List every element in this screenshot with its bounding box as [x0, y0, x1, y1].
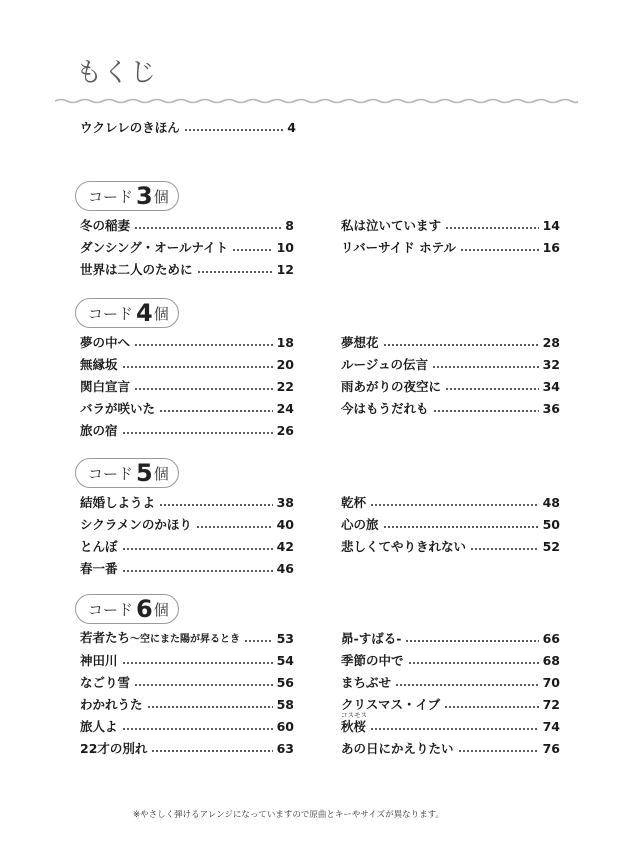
toc-entry[interactable] [341, 351, 560, 371]
entry-title [341, 630, 402, 646]
leader-dots [433, 410, 539, 412]
entry-title-text: わかれうた [80, 696, 143, 712]
entry-title-text: 無縁坂 [80, 356, 118, 372]
leader-dots [244, 640, 273, 642]
entry-title-text: 乾杯 [341, 494, 367, 510]
entry-page: 58 [276, 696, 294, 712]
leader-dots [197, 271, 273, 273]
section-count: 5 [136, 459, 153, 487]
entry-title [80, 400, 156, 416]
entry-page: 26 [276, 422, 294, 438]
entry-page: 18 [276, 334, 294, 350]
entry-title-text: シクラメンのかほり [80, 516, 192, 532]
entry-title-text: 旅の宿 [80, 422, 118, 438]
entry-title: ウクレレのきほん [80, 119, 180, 135]
entry-page: 48 [542, 494, 560, 510]
toc-entry[interactable] [80, 212, 294, 232]
toc-entry[interactable] [341, 691, 560, 711]
toc-entry[interactable] [341, 373, 560, 393]
entry-title [341, 378, 442, 394]
toc-entry[interactable] [341, 710, 560, 734]
entry-title-text: なごり雪 [80, 674, 131, 690]
section-unit: 個 [153, 464, 169, 483]
section-unit: 個 [153, 187, 169, 206]
toc-entry[interactable] [80, 669, 294, 689]
entry-page: 74 [542, 718, 560, 734]
entry-title [80, 632, 240, 645]
entry-page: 34 [542, 378, 560, 394]
entry-page: 38 [276, 494, 294, 510]
section-count: 6 [136, 595, 153, 623]
entry-title-text: 昴-すばる- [341, 630, 402, 646]
toc-entry[interactable] [80, 329, 294, 349]
toc-entry[interactable] [80, 735, 294, 755]
leader-dots [445, 388, 539, 390]
entry-title [341, 400, 429, 416]
section-count: 3 [136, 182, 153, 210]
toc-entry[interactable] [80, 533, 294, 553]
toc-entry[interactable] [80, 417, 294, 437]
entry-page: 40 [276, 516, 294, 532]
entry-title [341, 217, 442, 233]
page-title: もくじ [76, 58, 158, 88]
section-header-chords-5 [75, 458, 179, 488]
toc-entry[interactable] [80, 511, 294, 531]
leader-dots [147, 706, 273, 708]
toc-entry[interactable] [341, 329, 560, 349]
entry-title-text: 秋桜 [341, 718, 367, 734]
entry-title-text: 若者たち [80, 630, 131, 645]
entry-title-with-ruby [341, 710, 367, 734]
title-divider [55, 97, 578, 105]
leader-dots [408, 662, 539, 664]
entry-title [80, 560, 118, 576]
section-count: 4 [136, 299, 153, 327]
toc-entry[interactable] [80, 351, 294, 371]
entry-title [80, 261, 193, 277]
toc-entry[interactable] [80, 625, 294, 645]
entry-title-text: 季節の中で [341, 652, 404, 668]
entry-title [341, 239, 456, 255]
entry-page: 36 [542, 400, 560, 416]
entry-page: 28 [542, 334, 560, 350]
entry-title-text: 私は泣いています [341, 217, 442, 233]
entry-page: 20 [276, 356, 294, 372]
toc-entry[interactable] [341, 395, 560, 415]
toc-entry[interactable] [341, 625, 560, 645]
section-unit: 個 [153, 304, 169, 323]
entry-title-text: 雨あがりの夜空に [341, 378, 442, 394]
entry-title [80, 696, 143, 712]
entry-page: 68 [542, 652, 560, 668]
leader-dots [445, 227, 539, 229]
entry-title [80, 334, 131, 350]
entry-title [341, 674, 392, 690]
leader-dots [134, 684, 273, 686]
toc-entry[interactable] [341, 669, 560, 689]
entry-title [341, 334, 379, 350]
leader-dots [134, 388, 273, 390]
entry-page: 4 [287, 119, 296, 135]
leader-dots [232, 249, 272, 251]
leader-dots [395, 684, 539, 686]
entry-title-text: とんぼ [80, 538, 118, 554]
toc-entry[interactable] [341, 735, 560, 755]
entry-title [341, 710, 367, 734]
leader-dots [460, 249, 539, 251]
entry-title-text: 冬の稲妻 [80, 217, 131, 233]
entry-subtitle: ～空にまた陽が昇るとき [130, 634, 241, 645]
toc-entry[interactable] [341, 533, 560, 553]
leader-dots [444, 706, 538, 708]
section-prefix: コード [88, 304, 134, 323]
entry-page: 24 [276, 400, 294, 416]
leader-dots [122, 662, 273, 664]
entry-title-text: 夢の中へ [80, 334, 131, 350]
entry-title [341, 652, 404, 668]
toc-entry[interactable] [80, 395, 294, 415]
leader-dots [134, 344, 273, 346]
entry-page: 66 [542, 630, 560, 646]
entry-title-text: 夢想花 [341, 334, 379, 350]
entry-title [341, 740, 454, 756]
entry-title [341, 696, 441, 712]
entry-page: 12 [276, 261, 294, 277]
entry-page: 60 [276, 718, 294, 734]
leader-dots [432, 366, 539, 368]
entry-page: 10 [276, 239, 294, 255]
toc-entry[interactable] [341, 212, 560, 232]
entry-title-text: バラが咲いた [80, 400, 156, 416]
entry-page: 54 [276, 652, 294, 668]
leader-dots [383, 526, 539, 528]
footnote: ※やさしく弾けるアレンジになっていますので原曲とキーやサイズが異なります。 [133, 810, 445, 820]
entry-page: 63 [276, 740, 294, 756]
entry-page: 76 [542, 740, 560, 756]
entry-title [80, 378, 131, 394]
entry-title-text: ダンシング・オールナイト [80, 239, 229, 255]
entry-title [80, 356, 118, 372]
leader-dots [370, 504, 539, 506]
leader-dots [383, 344, 539, 346]
section-header-chords-6 [75, 594, 179, 624]
entry-title-text: ルージュの伝言 [341, 356, 429, 372]
toc-entry[interactable] [341, 511, 560, 531]
entry-title-text: クリスマス・イブ [341, 696, 441, 712]
entry-title-text: 神田川 [80, 652, 118, 668]
toc-entry[interactable] [80, 647, 294, 667]
leader-dots [405, 640, 538, 642]
toc-entry[interactable] [80, 373, 294, 393]
entry-title-text: 関白宣言 [80, 378, 131, 394]
entry-title [341, 516, 379, 532]
entry-title-text: リバーサイド ホテル [341, 239, 456, 255]
entry-title-text: 心の旅 [341, 516, 379, 532]
leader-dots [184, 129, 284, 131]
entry-page: 8 [285, 217, 294, 233]
toc-entry[interactable] [341, 647, 560, 667]
entry-title-text: 世界は二人のために [80, 261, 193, 277]
entry-title [341, 494, 367, 510]
entry-page: 14 [542, 217, 560, 233]
entry-page: 56 [276, 674, 294, 690]
leader-dots [458, 750, 539, 752]
entry-page: 16 [542, 239, 560, 255]
entry-title-text: 結婚しようよ [80, 494, 156, 510]
leader-dots [122, 570, 273, 572]
entry-page: 53 [276, 630, 294, 646]
toc-entry-intro[interactable] [80, 114, 296, 134]
entry-page: 70 [542, 674, 560, 690]
entry-page: 50 [542, 516, 560, 532]
section-prefix: コード [88, 600, 134, 619]
entry-title [80, 538, 118, 554]
leader-dots [370, 728, 539, 730]
entry-title [80, 422, 118, 438]
entry-title-text: 22才の別れ [80, 740, 148, 756]
section-unit: 個 [153, 600, 169, 619]
leader-dots [134, 227, 281, 229]
entry-page: 52 [542, 538, 560, 554]
entry-title-text: あの日にかえりたい [341, 740, 454, 756]
leader-dots [151, 750, 272, 752]
leader-dots [196, 526, 273, 528]
entry-title [80, 740, 148, 756]
leader-dots [159, 410, 273, 412]
entry-title [341, 356, 429, 372]
entry-title [80, 494, 156, 510]
entry-page: 22 [276, 378, 294, 394]
entry-page: 46 [276, 560, 294, 576]
entry-title-text: 今はもうだれも [341, 400, 429, 416]
entry-title [80, 516, 192, 532]
entry-title [80, 217, 131, 233]
entry-title-text: 旅人よ [80, 718, 118, 734]
entry-title [80, 674, 131, 690]
leader-dots [122, 366, 273, 368]
entry-title-text: 春一番 [80, 560, 118, 576]
entry-title [80, 718, 118, 734]
toc-entry[interactable] [341, 489, 560, 509]
toc-entry[interactable] [80, 234, 294, 254]
section-header-chords-3 [75, 181, 179, 211]
section-prefix: コード [88, 464, 134, 483]
leader-dots [159, 504, 273, 506]
toc-entry[interactable] [80, 555, 294, 575]
toc-entry[interactable] [80, 256, 294, 276]
leader-dots [122, 548, 273, 550]
toc-entry[interactable] [80, 691, 294, 711]
entry-title [80, 652, 118, 668]
entry-title-text: まちぶせ [341, 674, 392, 690]
entry-title [341, 538, 467, 554]
ruby-reading: コスモス [341, 710, 367, 719]
toc-entry[interactable] [341, 234, 560, 254]
entry-title-text: 悲しくてやりきれない [341, 538, 467, 554]
entry-page: 42 [276, 538, 294, 554]
leader-dots [122, 432, 273, 434]
section-prefix: コード [88, 187, 134, 206]
section-header-chords-4 [75, 298, 179, 328]
leader-dots [122, 728, 273, 730]
toc-entry[interactable] [80, 713, 294, 733]
entry-page: 72 [542, 696, 560, 712]
leader-dots [470, 548, 539, 550]
toc-entry[interactable] [80, 489, 294, 509]
entry-page: 32 [542, 356, 560, 372]
entry-title [80, 239, 229, 255]
